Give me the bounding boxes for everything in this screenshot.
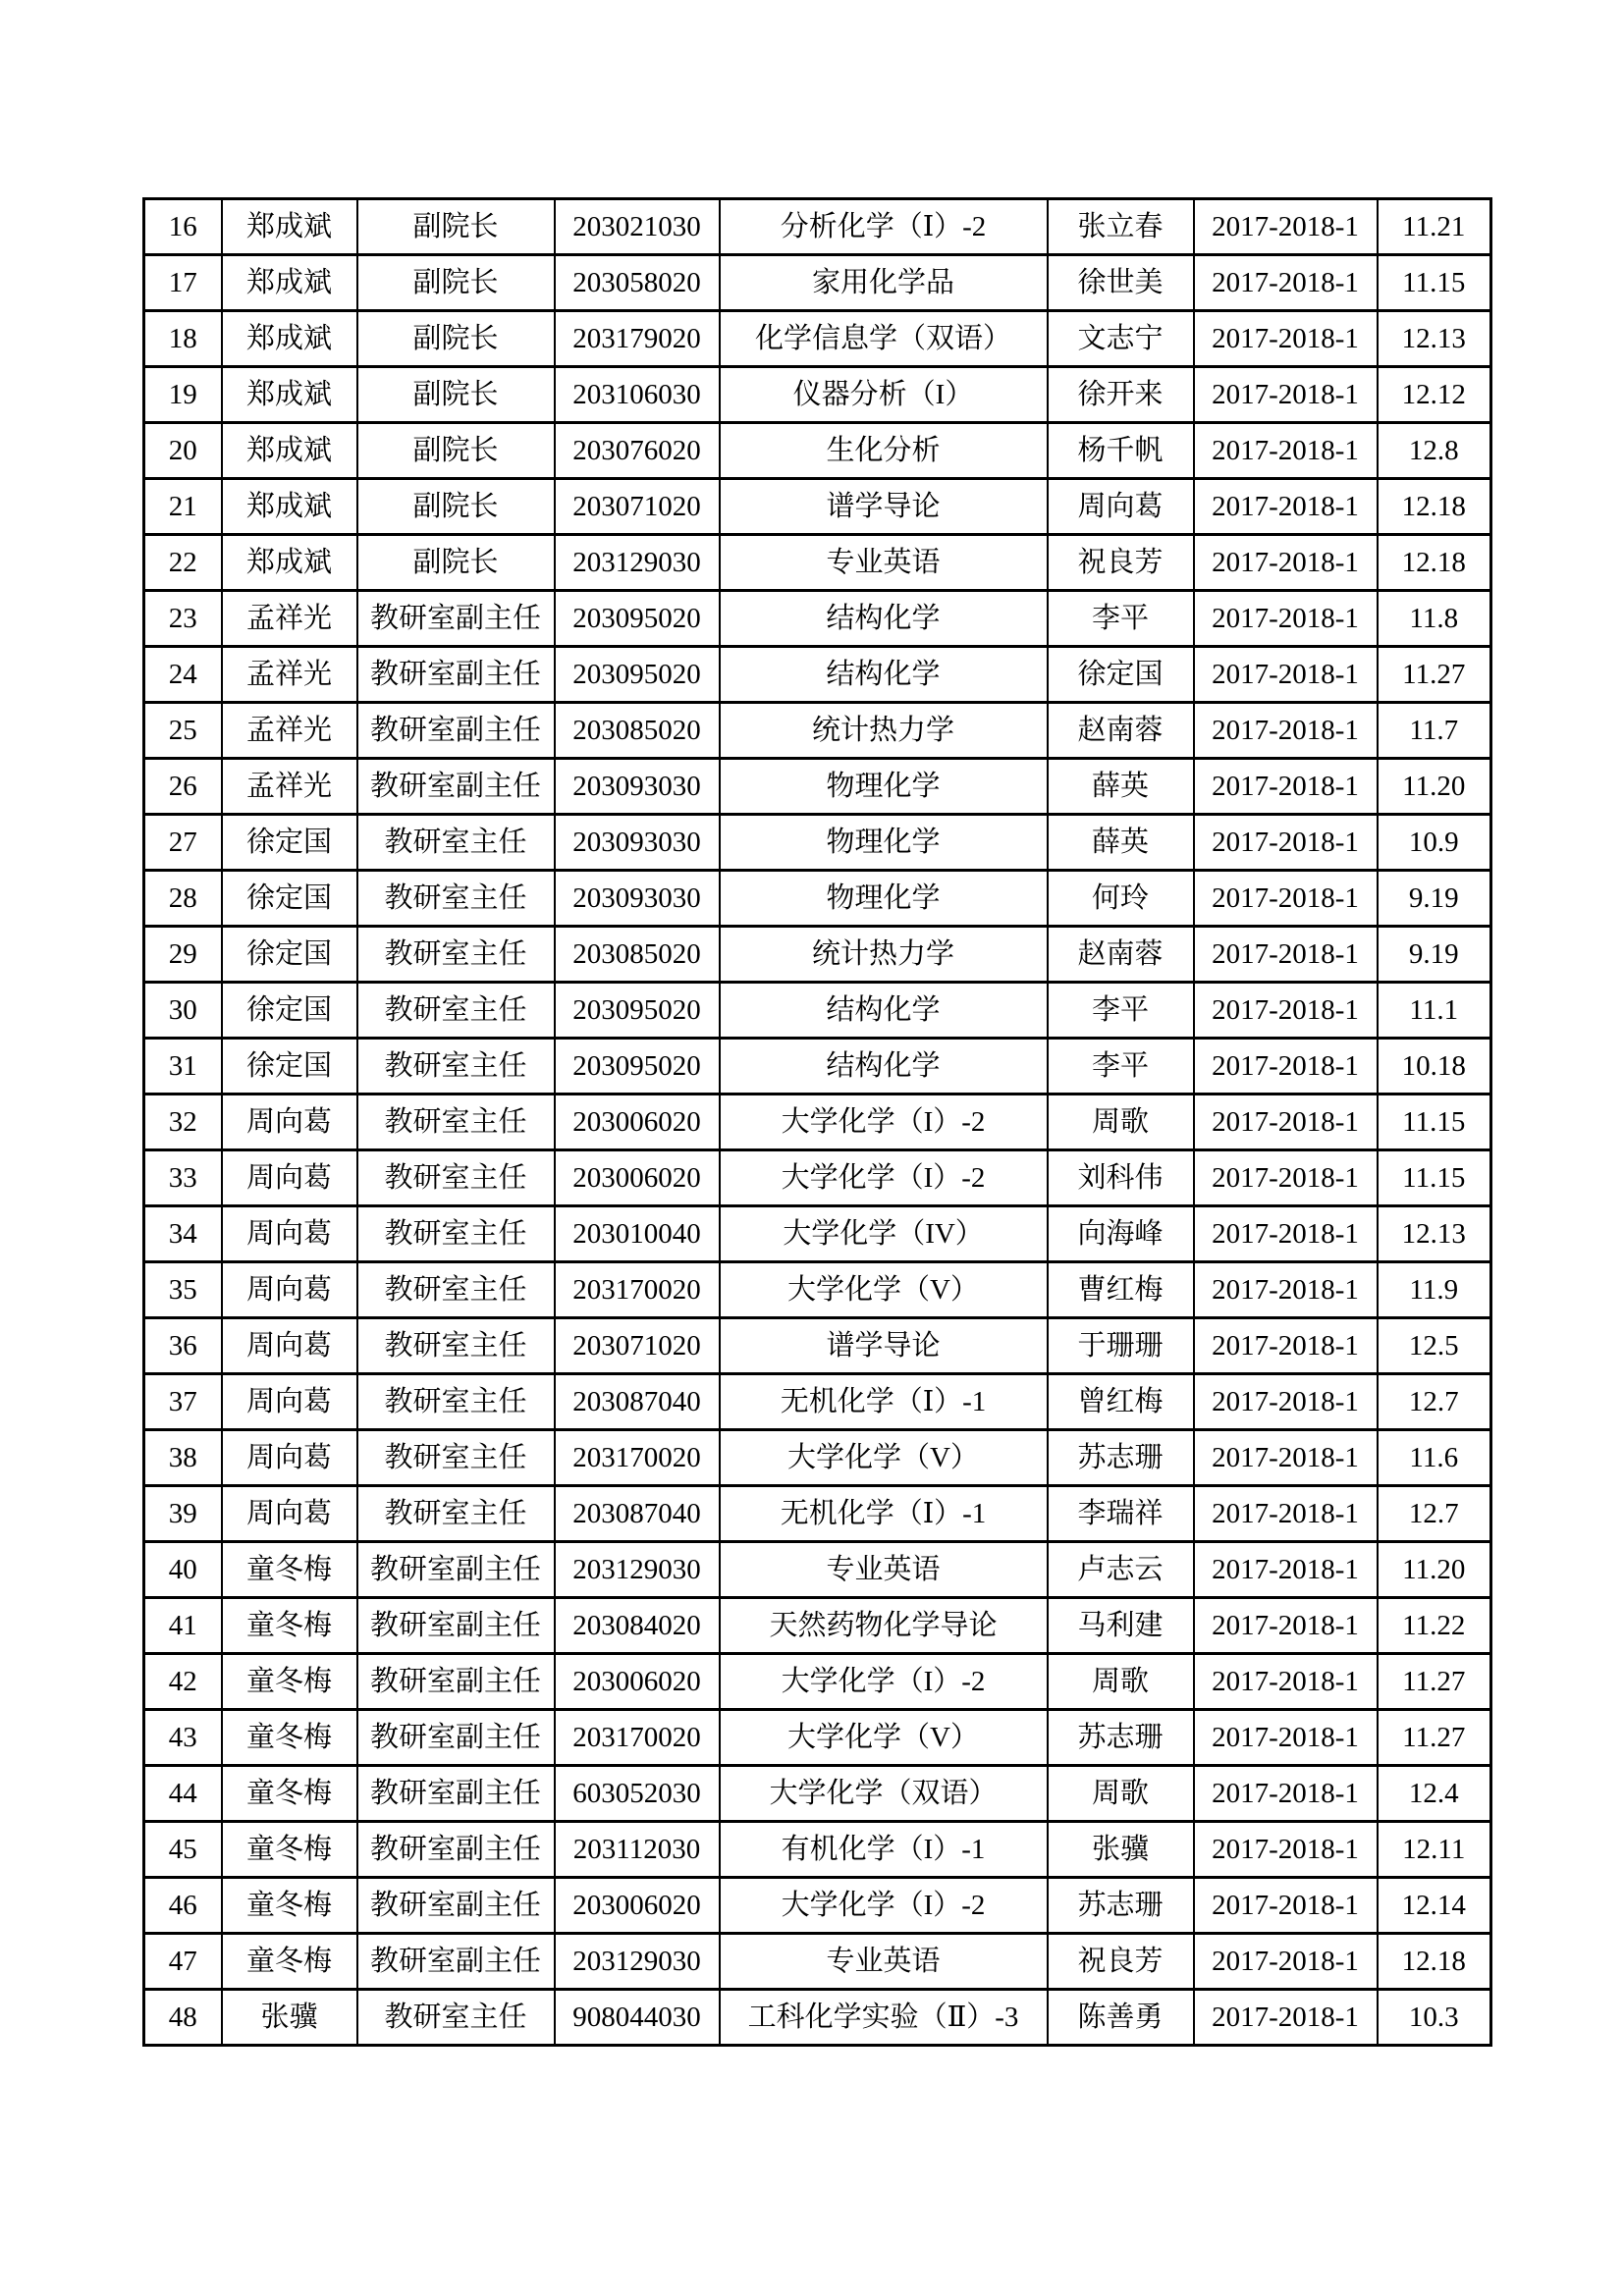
table-cell: 张立春: [1048, 199, 1194, 255]
table-cell: 12.13: [1378, 1206, 1491, 1262]
table-cell: 大学化学（V）: [720, 1262, 1048, 1318]
table-cell: 文志宁: [1048, 311, 1194, 367]
table-cell: 物理化学: [720, 871, 1048, 927]
table-cell: 童冬梅: [222, 1878, 357, 1934]
table-cell: 家用化学品: [720, 255, 1048, 311]
table-cell: 周向葛: [222, 1374, 357, 1430]
table-cell: 教研室主任: [357, 1318, 555, 1374]
records-table: [142, 197, 1492, 2047]
table-cell: 教研室副主任: [357, 1766, 555, 1822]
table-cell: 40: [144, 1542, 222, 1598]
table-cell: 周向葛: [222, 1095, 357, 1150]
table-cell: 教研室副主任: [357, 591, 555, 647]
table-cell: 2017-2018-1: [1194, 1206, 1378, 1262]
table-cell: 大学化学（I）-2: [720, 1150, 1048, 1206]
table-cell: 祝良芳: [1048, 1934, 1194, 1990]
table-cell: 12.12: [1378, 367, 1491, 423]
table-cell: 2017-2018-1: [1194, 1542, 1378, 1598]
table-cell: 203170020: [555, 1262, 720, 1318]
table-cell: 48: [144, 1990, 222, 2046]
table-cell: 周歌: [1048, 1766, 1194, 1822]
table-cell: 203093030: [555, 759, 720, 815]
table-cell: 于珊珊: [1048, 1318, 1194, 1374]
table-cell: 教研室副主任: [357, 759, 555, 815]
table-row: [144, 479, 1491, 535]
table-cell: 12.4: [1378, 1766, 1491, 1822]
table-cell: 郑成斌: [222, 367, 357, 423]
table-cell: 孟祥光: [222, 591, 357, 647]
table-cell: 29: [144, 927, 222, 983]
table-cell: 苏志珊: [1048, 1878, 1194, 1934]
table-cell: 孟祥光: [222, 647, 357, 703]
table-row: [144, 983, 1491, 1039]
table-cell: 203106030: [555, 367, 720, 423]
table-cell: 教研室主任: [357, 1039, 555, 1095]
table-row: [144, 591, 1491, 647]
table-cell: 教研室主任: [357, 1990, 555, 2046]
table-cell: 30: [144, 983, 222, 1039]
table-cell: 专业英语: [720, 1542, 1048, 1598]
table-cell: 童冬梅: [222, 1654, 357, 1710]
table-cell: 李平: [1048, 983, 1194, 1039]
table-cell: 22: [144, 535, 222, 591]
table-cell: 10.9: [1378, 815, 1491, 871]
table-cell: 203112030: [555, 1822, 720, 1878]
table-cell: 32: [144, 1095, 222, 1150]
table-cell: 2017-2018-1: [1194, 535, 1378, 591]
table-cell: 12.18: [1378, 535, 1491, 591]
table-cell: 李平: [1048, 591, 1194, 647]
table-cell: 何玲: [1048, 871, 1194, 927]
table-cell: 2017-2018-1: [1194, 1486, 1378, 1542]
table-cell: 专业英语: [720, 1934, 1048, 1990]
records-table-body: [144, 199, 1491, 2046]
table-cell: 2017-2018-1: [1194, 1039, 1378, 1095]
table-row: [144, 535, 1491, 591]
table-cell: 10.3: [1378, 1990, 1491, 2046]
table-cell: 结构化学: [720, 983, 1048, 1039]
table-row: [144, 1039, 1491, 1095]
table-cell: 203084020: [555, 1598, 720, 1654]
table-cell: 36: [144, 1318, 222, 1374]
table-cell: 2017-2018-1: [1194, 1878, 1378, 1934]
table-cell: 908044030: [555, 1990, 720, 2046]
table-cell: 11.21: [1378, 199, 1491, 255]
table-cell: 薛英: [1048, 815, 1194, 871]
table-cell: 11.15: [1378, 255, 1491, 311]
table-cell: 教研室副主任: [357, 1654, 555, 1710]
table-cell: 结构化学: [720, 647, 1048, 703]
table-cell: 副院长: [357, 535, 555, 591]
table-cell: 2017-2018-1: [1194, 591, 1378, 647]
table-cell: 2017-2018-1: [1194, 199, 1378, 255]
table-cell: 郑成斌: [222, 479, 357, 535]
table-cell: 马利建: [1048, 1598, 1194, 1654]
table-cell: 周向葛: [222, 1318, 357, 1374]
table-cell: 教研室副主任: [357, 1542, 555, 1598]
table-cell: 大学化学（IV）: [720, 1206, 1048, 1262]
table-cell: 45: [144, 1822, 222, 1878]
table-cell: 18: [144, 311, 222, 367]
table-cell: 203006020: [555, 1150, 720, 1206]
table-cell: 2017-2018-1: [1194, 983, 1378, 1039]
table-cell: 203076020: [555, 423, 720, 479]
table-cell: 20: [144, 423, 222, 479]
table-cell: 大学化学（V）: [720, 1710, 1048, 1766]
table-cell: 苏志珊: [1048, 1710, 1194, 1766]
table-cell: 11.6: [1378, 1430, 1491, 1486]
table-cell: 203129030: [555, 535, 720, 591]
table-cell: 徐定国: [222, 1039, 357, 1095]
table-row: [144, 1374, 1491, 1430]
table-cell: 周歌: [1048, 1654, 1194, 1710]
table-cell: 12.7: [1378, 1374, 1491, 1430]
table-cell: 203085020: [555, 927, 720, 983]
table-cell: 教研室副主任: [357, 1878, 555, 1934]
table-cell: 12.18: [1378, 479, 1491, 535]
table-row: [144, 1766, 1491, 1822]
table-cell: 2017-2018-1: [1194, 1095, 1378, 1150]
table-cell: 教研室副主任: [357, 1934, 555, 1990]
table-cell: 教研室副主任: [357, 647, 555, 703]
table-cell: 9.19: [1378, 871, 1491, 927]
table-cell: 教研室主任: [357, 1486, 555, 1542]
table-cell: 33: [144, 1150, 222, 1206]
table-cell: 教研室主任: [357, 1262, 555, 1318]
table-cell: 2017-2018-1: [1194, 1710, 1378, 1766]
table-cell: 谱学导论: [720, 1318, 1048, 1374]
table-cell: 203093030: [555, 871, 720, 927]
table-cell: 203021030: [555, 199, 720, 255]
table-cell: 教研室副主任: [357, 703, 555, 759]
table-cell: 203095020: [555, 591, 720, 647]
table-cell: 203010040: [555, 1206, 720, 1262]
table-cell: 2017-2018-1: [1194, 927, 1378, 983]
table-cell: 童冬梅: [222, 1766, 357, 1822]
table-cell: 薛英: [1048, 759, 1194, 815]
table-cell: 9.19: [1378, 927, 1491, 983]
table-cell: 童冬梅: [222, 1822, 357, 1878]
table-row: [144, 703, 1491, 759]
table-cell: 11.7: [1378, 703, 1491, 759]
table-cell: 2017-2018-1: [1194, 647, 1378, 703]
table-cell: 徐开来: [1048, 367, 1194, 423]
table-cell: 2017-2018-1: [1194, 479, 1378, 535]
table-row: [144, 423, 1491, 479]
table-cell: 赵南蓉: [1048, 927, 1194, 983]
table-row: [144, 367, 1491, 423]
table-cell: 李平: [1048, 1039, 1194, 1095]
table-row: [144, 1262, 1491, 1318]
table-cell: 31: [144, 1039, 222, 1095]
table-cell: 11.9: [1378, 1262, 1491, 1318]
table-cell: 大学化学（I）-2: [720, 1654, 1048, 1710]
table-cell: 25: [144, 703, 222, 759]
table-cell: 大学化学（双语）: [720, 1766, 1048, 1822]
table-cell: 生化分析: [720, 423, 1048, 479]
table-cell: 周向葛: [222, 1206, 357, 1262]
table-cell: 张骥: [222, 1990, 357, 2046]
table-cell: 44: [144, 1766, 222, 1822]
table-cell: 徐定国: [1048, 647, 1194, 703]
table-row: [144, 1990, 1491, 2046]
table-row: [144, 255, 1491, 311]
table-cell: 统计热力学: [720, 927, 1048, 983]
table-cell: 203093030: [555, 815, 720, 871]
table-cell: 2017-2018-1: [1194, 1766, 1378, 1822]
table-cell: 大学化学（I）-2: [720, 1878, 1048, 1934]
table-cell: 教研室主任: [357, 1150, 555, 1206]
table-cell: 教研室主任: [357, 871, 555, 927]
table-cell: 38: [144, 1430, 222, 1486]
table-cell: 周向葛: [222, 1150, 357, 1206]
table-cell: 副院长: [357, 311, 555, 367]
table-cell: 42: [144, 1654, 222, 1710]
table-cell: 10.18: [1378, 1039, 1491, 1095]
table-cell: 11.20: [1378, 1542, 1491, 1598]
table-cell: 结构化学: [720, 591, 1048, 647]
table-cell: 谱学导论: [720, 479, 1048, 535]
table-cell: 21: [144, 479, 222, 535]
table-cell: 603052030: [555, 1766, 720, 1822]
table-cell: 赵南蓉: [1048, 703, 1194, 759]
table-cell: 大学化学（V）: [720, 1430, 1048, 1486]
table-row: [144, 1654, 1491, 1710]
table-cell: 12.8: [1378, 423, 1491, 479]
table-cell: 天然药物化学导论: [720, 1598, 1048, 1654]
table-cell: 2017-2018-1: [1194, 1374, 1378, 1430]
table-cell: 11.8: [1378, 591, 1491, 647]
table-cell: 孟祥光: [222, 703, 357, 759]
table-cell: 副院长: [357, 255, 555, 311]
table-cell: 2017-2018-1: [1194, 1150, 1378, 1206]
table-cell: 教研室主任: [357, 1095, 555, 1150]
table-cell: 11.27: [1378, 647, 1491, 703]
table-cell: 2017-2018-1: [1194, 1822, 1378, 1878]
table-cell: 203095020: [555, 1039, 720, 1095]
table-cell: 2017-2018-1: [1194, 703, 1378, 759]
table-cell: 2017-2018-1: [1194, 255, 1378, 311]
table-cell: 郑成斌: [222, 311, 357, 367]
table-cell: 203129030: [555, 1542, 720, 1598]
table-cell: 27: [144, 815, 222, 871]
table-cell: 祝良芳: [1048, 535, 1194, 591]
table-cell: 郑成斌: [222, 255, 357, 311]
table-cell: 物理化学: [720, 815, 1048, 871]
table-cell: 有机化学（I）-1: [720, 1822, 1048, 1878]
table-cell: 卢志云: [1048, 1542, 1194, 1598]
table-cell: 203170020: [555, 1430, 720, 1486]
table-cell: 203006020: [555, 1878, 720, 1934]
table-cell: 203129030: [555, 1934, 720, 1990]
table-cell: 203058020: [555, 255, 720, 311]
table-row: [144, 1150, 1491, 1206]
table-cell: 28: [144, 871, 222, 927]
table-cell: 教研室副主任: [357, 1822, 555, 1878]
table-cell: 12.5: [1378, 1318, 1491, 1374]
table-cell: 16: [144, 199, 222, 255]
table-cell: 物理化学: [720, 759, 1048, 815]
table-cell: 教研室主任: [357, 1430, 555, 1486]
table-cell: 2017-2018-1: [1194, 1990, 1378, 2046]
table-cell: 2017-2018-1: [1194, 1934, 1378, 1990]
table-cell: 23: [144, 591, 222, 647]
table-cell: 11.27: [1378, 1654, 1491, 1710]
table-cell: 分析化学（Ⅰ）-2: [720, 199, 1048, 255]
table-cell: 徐定国: [222, 815, 357, 871]
table-cell: 无机化学（Ⅰ）-1: [720, 1486, 1048, 1542]
table-cell: 教研室副主任: [357, 1598, 555, 1654]
table-cell: 2017-2018-1: [1194, 423, 1378, 479]
table-cell: 24: [144, 647, 222, 703]
table-cell: 曾红梅: [1048, 1374, 1194, 1430]
table-cell: 向海峰: [1048, 1206, 1194, 1262]
table-cell: 童冬梅: [222, 1934, 357, 1990]
table-cell: 11.15: [1378, 1095, 1491, 1150]
table-row: [144, 1934, 1491, 1990]
table-cell: 统计热力学: [720, 703, 1048, 759]
table-cell: 11.22: [1378, 1598, 1491, 1654]
table-cell: 2017-2018-1: [1194, 1318, 1378, 1374]
table-cell: 2017-2018-1: [1194, 1598, 1378, 1654]
table-cell: 11.1: [1378, 983, 1491, 1039]
table-cell: 39: [144, 1486, 222, 1542]
table-cell: 2017-2018-1: [1194, 1430, 1378, 1486]
table-cell: 副院长: [357, 367, 555, 423]
table-cell: 203087040: [555, 1374, 720, 1430]
table-cell: 工科化学实验（Ⅱ）-3: [720, 1990, 1048, 2046]
table-cell: 周向葛: [222, 1486, 357, 1542]
table-cell: 专业英语: [720, 535, 1048, 591]
table-cell: 43: [144, 1710, 222, 1766]
table-row: [144, 1430, 1491, 1486]
table-row: [144, 1598, 1491, 1654]
table-cell: 203071020: [555, 479, 720, 535]
table-cell: 203006020: [555, 1095, 720, 1150]
table-cell: 26: [144, 759, 222, 815]
table-cell: 副院长: [357, 199, 555, 255]
table-cell: 郑成斌: [222, 535, 357, 591]
table-cell: 结构化学: [720, 1039, 1048, 1095]
table-cell: 徐定国: [222, 983, 357, 1039]
table-cell: 2017-2018-1: [1194, 367, 1378, 423]
table-cell: 203006020: [555, 1654, 720, 1710]
table-cell: 无机化学（Ⅰ）-1: [720, 1374, 1048, 1430]
table-cell: 陈善勇: [1048, 1990, 1194, 2046]
table-cell: 17: [144, 255, 222, 311]
table-cell: 11.15: [1378, 1150, 1491, 1206]
table-row: [144, 871, 1491, 927]
table-cell: 教研室主任: [357, 815, 555, 871]
table-cell: 203170020: [555, 1710, 720, 1766]
table-cell: 大学化学（I）-2: [720, 1095, 1048, 1150]
table-cell: 47: [144, 1934, 222, 1990]
table-row: [144, 1878, 1491, 1934]
table-cell: 周向葛: [222, 1430, 357, 1486]
table-cell: 203085020: [555, 703, 720, 759]
table-cell: 郑成斌: [222, 423, 357, 479]
table-cell: 郑成斌: [222, 199, 357, 255]
table-row: [144, 1542, 1491, 1598]
table-cell: 12.7: [1378, 1486, 1491, 1542]
table-row: [144, 647, 1491, 703]
table-cell: 刘科伟: [1048, 1150, 1194, 1206]
table-cell: 12.18: [1378, 1934, 1491, 1990]
table-cell: 46: [144, 1878, 222, 1934]
table-cell: 童冬梅: [222, 1710, 357, 1766]
table-cell: 教研室主任: [357, 983, 555, 1039]
table-cell: 12.11: [1378, 1822, 1491, 1878]
table-cell: 教研室主任: [357, 1206, 555, 1262]
table-cell: 203071020: [555, 1318, 720, 1374]
table-cell: 曹红梅: [1048, 1262, 1194, 1318]
table-row: [144, 759, 1491, 815]
table-row: [144, 815, 1491, 871]
table-cell: 2017-2018-1: [1194, 1262, 1378, 1318]
table-cell: 化学信息学（双语）: [720, 311, 1048, 367]
table-cell: 34: [144, 1206, 222, 1262]
table-cell: 童冬梅: [222, 1542, 357, 1598]
table-cell: 41: [144, 1598, 222, 1654]
table-row: [144, 311, 1491, 367]
table-row: [144, 1822, 1491, 1878]
table-cell: 教研室主任: [357, 927, 555, 983]
table-row: [144, 1486, 1491, 1542]
table-cell: 203179020: [555, 311, 720, 367]
table-cell: 2017-2018-1: [1194, 1654, 1378, 1710]
table-cell: 2017-2018-1: [1194, 815, 1378, 871]
table-cell: 孟祥光: [222, 759, 357, 815]
table-row: [144, 1095, 1491, 1150]
table-cell: 副院长: [357, 479, 555, 535]
table-cell: 203095020: [555, 983, 720, 1039]
table-cell: 203095020: [555, 647, 720, 703]
table-cell: 徐定国: [222, 871, 357, 927]
table-cell: 周向葛: [1048, 479, 1194, 535]
table-cell: 杨千帆: [1048, 423, 1194, 479]
table-row: [144, 199, 1491, 255]
table-cell: 教研室主任: [357, 1374, 555, 1430]
table-cell: 35: [144, 1262, 222, 1318]
table-cell: 37: [144, 1374, 222, 1430]
table-cell: 仪器分析（I）: [720, 367, 1048, 423]
table-row: [144, 927, 1491, 983]
table-cell: 周向葛: [222, 1262, 357, 1318]
table-cell: 副院长: [357, 423, 555, 479]
table-cell: 2017-2018-1: [1194, 311, 1378, 367]
table-cell: 2017-2018-1: [1194, 871, 1378, 927]
table-row: [144, 1206, 1491, 1262]
table-cell: 徐定国: [222, 927, 357, 983]
table-cell: 教研室副主任: [357, 1710, 555, 1766]
table-cell: 苏志珊: [1048, 1430, 1194, 1486]
table-cell: 12.14: [1378, 1878, 1491, 1934]
table-cell: 203087040: [555, 1486, 720, 1542]
table-cell: 11.20: [1378, 759, 1491, 815]
table-row: [144, 1710, 1491, 1766]
table-cell: 童冬梅: [222, 1598, 357, 1654]
table-cell: 徐世美: [1048, 255, 1194, 311]
table-cell: 11.27: [1378, 1710, 1491, 1766]
table-cell: 周歌: [1048, 1095, 1194, 1150]
table-cell: 12.13: [1378, 311, 1491, 367]
table-cell: 2017-2018-1: [1194, 759, 1378, 815]
table-cell: 张骥: [1048, 1822, 1194, 1878]
table-cell: 19: [144, 367, 222, 423]
table-row: [144, 1318, 1491, 1374]
table-cell: 李瑞祥: [1048, 1486, 1194, 1542]
